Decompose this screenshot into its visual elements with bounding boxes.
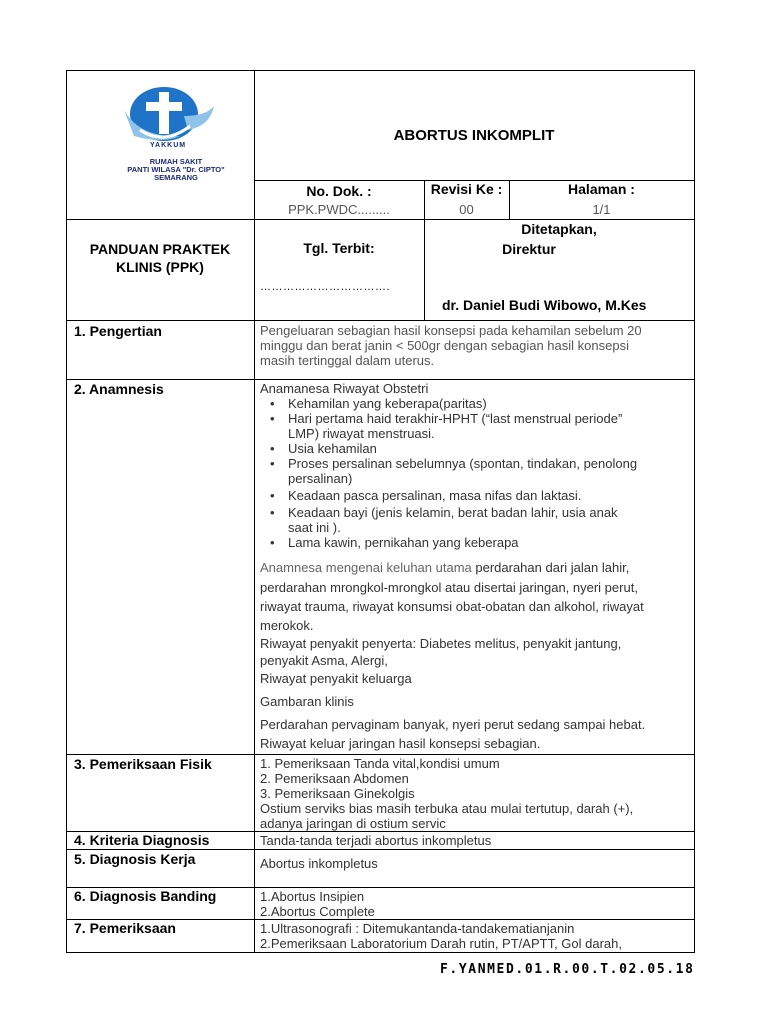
penyerta-line: Riwayat penyakit penyerta: Diabetes melitus, penyakit jantung, <box>260 636 622 651</box>
no-dok-label: No. Dok. : <box>306 183 372 199</box>
document-title: ABORTUS INKOMPLIT <box>393 127 555 144</box>
diagnosis-banding-line: 2.Abortus Complete <box>260 904 375 919</box>
anamnesis-keluhan-line: Anamnesa mengenai keluhan utama perdarahan dari jalan lahir, <box>260 560 630 575</box>
klinis-line: Riwayat keluar jaringan hasil konsepsi sebagian. <box>260 736 541 751</box>
anamnesis-label: 2. Anamnesis <box>74 381 164 397</box>
no-dok-value: PPK.PWDC......... <box>288 202 390 217</box>
list-item: • Keadaan bayi (jenis kelamin, berat badan lahir, usia anak saat ini ). <box>260 505 690 535</box>
footer-code: F.YANMED.01.R.00.T.02.05.18 <box>440 962 695 977</box>
fisik-line: adanya jaringan di ostium servic <box>260 816 446 831</box>
pemeriksaan-line: 2.Pemeriksaan Laboratorium Darah rutin, PT/APTT, Gol darah, <box>260 936 622 951</box>
keluarga-line: Riwayat penyakit keluarga <box>260 671 412 686</box>
list-item: • Keadaan pasca persalinan, masa nifas dan laktasi. <box>260 488 690 503</box>
logo-line-2: PANTI WILASA "Dr. CIPTO" <box>127 165 225 174</box>
pemeriksaan-label: 7. Pemeriksaan <box>74 920 176 936</box>
anamnesis-line: merokok. <box>260 618 314 633</box>
anamnesis-bullet-list <box>260 396 690 550</box>
diagnosis-kerja-value: Abortus inkompletus <box>260 856 378 871</box>
gambaran-klinis-line: Gambaran klinis <box>260 694 354 709</box>
halaman-value: 1/1 <box>592 202 611 217</box>
fisik-line: 3. Pemeriksaan Ginekolgis <box>260 786 415 801</box>
panduan-title-line2: KLINIS (PPK) <box>116 259 204 275</box>
logo-ring-text: YAKKUM <box>150 142 187 149</box>
revisi-label: Revisi Ke : <box>430 181 503 197</box>
fisik-line: Ostium serviks bias masih terbuka atau mulai tertutup, darah (+), <box>260 801 634 816</box>
hospital-logo <box>110 86 242 186</box>
panduan-title-line1: PANDUAN PRAKTEK <box>89 241 231 257</box>
anamnesis-intro: Anamanesa Riwayat Obstetri <box>260 381 429 396</box>
anamnesis-line: perdarahan mrongkol-mrongkol atau disertai jaringan, nyeri perut, <box>260 580 638 595</box>
tgl-terbit-label: Tgl. Terbit: <box>303 240 375 256</box>
pengertian-label: 1. Pengertian <box>74 323 162 339</box>
dove-cross-icon <box>110 86 242 150</box>
penyerta-line: penyakit Asma, Alergi, <box>260 653 388 668</box>
halaman-label: Halaman : <box>568 181 635 197</box>
list-item: • Hari pertama haid terakhir-HPHT (“last menstrual periode” LMP) riwayat menstruasi. <box>260 411 690 441</box>
fisik-line: 2. Pemeriksaan Abdomen <box>260 771 409 786</box>
pengertian-line: Pengeluaran sebagian hasil konsepsi pada kehamilan sebelum 20 <box>260 323 642 338</box>
klinis-line: Perdarahan pervaginam banyak, nyeri perut sedang sampai hebat. <box>260 717 646 732</box>
diagnosis-banding-label: 6. Diagnosis Banding <box>74 888 217 904</box>
logo-line-1: RUMAH SAKIT <box>149 157 203 166</box>
diagnosis-banding-line: 1.Abortus Insipien <box>260 889 365 904</box>
revisi-value: 00 <box>459 202 474 217</box>
pengertian-line: minggu dan berat janin < 500gr dengan sebagian hasil konsepsi <box>260 338 629 353</box>
direktur-label: Direktur <box>502 241 556 257</box>
list-item: • Kehamilan yang keberapa(paritas) <box>260 396 690 411</box>
tgl-terbit-value: ……………………………. <box>260 281 391 293</box>
ditetapkan-label: Ditetapkan, <box>521 221 597 237</box>
direktur-name: dr. Daniel Budi Wibowo, M.Kes <box>442 297 647 313</box>
pengertian-line: masih tertinggal dalam uterus. <box>260 353 435 368</box>
pemeriksaan-line: 1.Ultrasonografi : Ditemukantanda-tandakematianjanin <box>260 921 575 936</box>
diagnosis-kerja-label: 5. Diagnosis Kerja <box>74 851 196 867</box>
list-item: • Lama kawin, pernikahan yang keberapa <box>260 535 690 550</box>
kriteria-label: 4. Kriteria Diagnosis <box>74 832 210 848</box>
logo-line-3: SEMARANG <box>154 173 198 182</box>
anamnesis-line: riwayat trauma, riwayat konsumsi obat-obatan dan alkohol, riwayat <box>260 599 644 614</box>
list-item: • Proses persalinan sebelumnya (spontan, tindakan, penolong persalinan) <box>260 456 690 486</box>
fisik-label: 3. Pemeriksaan Fisik <box>74 756 212 772</box>
fisik-line: 1. Pemeriksaan Tanda vital,kondisi umum <box>260 756 500 771</box>
kriteria-value: Tanda-tanda terjadi abortus inkompletus <box>260 833 492 848</box>
list-item: • Usia kehamilan <box>260 441 690 456</box>
